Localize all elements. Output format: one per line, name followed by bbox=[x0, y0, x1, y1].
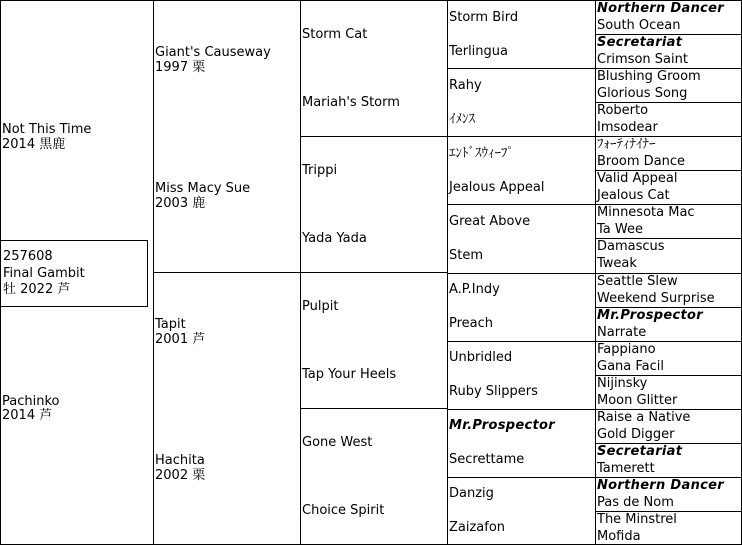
grandsire-1-name: Giant's Causeway bbox=[155, 45, 271, 60]
gen5-cell-seattle-slew[interactable] bbox=[595, 273, 742, 290]
gen4-name: Jealous Appeal bbox=[449, 179, 545, 195]
gen5-name: ﾌｫｰﾃｨﾅｲﾅｰ bbox=[597, 137, 656, 153]
subject-name: Final Gambit bbox=[3, 266, 85, 281]
gen5-cell-valid-appeal[interactable] bbox=[595, 170, 742, 187]
gen4-divider bbox=[447, 341, 595, 342]
gen4-cell-ruby-slippers[interactable] bbox=[447, 375, 595, 409]
gen3-name: Tap Your Heels bbox=[302, 367, 397, 383]
gen5-divider bbox=[595, 68, 742, 69]
grandparent-divider bbox=[153, 272, 301, 273]
gen5-cell-pas-de-nom[interactable] bbox=[595, 494, 742, 511]
gen5-cell-raise-a-native[interactable] bbox=[595, 409, 742, 426]
gen4-name: ｲﾒﾝｽ bbox=[449, 111, 475, 127]
gen4-cell-danzig[interactable] bbox=[447, 477, 595, 511]
sire-cell[interactable] bbox=[0, 0, 153, 240]
gen4-name: Danzig bbox=[449, 486, 494, 502]
gen4-name: Secrettame bbox=[449, 452, 525, 468]
gen5-cell-glorious-song[interactable] bbox=[595, 85, 742, 102]
gen5-cell-secretariat[interactable] bbox=[595, 34, 742, 51]
gen5-cell-nijinsky[interactable] bbox=[595, 375, 742, 392]
sire-details: 2014 黒鹿 bbox=[2, 137, 66, 152]
gen5-cell-crimson-saint[interactable] bbox=[595, 51, 742, 68]
outer-left bbox=[0, 0, 1, 545]
gen5-divider bbox=[595, 341, 742, 342]
gen5-divider bbox=[595, 375, 742, 376]
gen4-cell-unbridled[interactable] bbox=[447, 341, 595, 375]
gen5-cell-weekend-surprise[interactable] bbox=[595, 290, 742, 307]
dam-details: 2014 芦 bbox=[2, 408, 53, 423]
gen5-name: Nijinsky bbox=[597, 375, 648, 391]
gen5-cell-gana-facil[interactable] bbox=[595, 358, 742, 375]
gen5-name: Moon Glitter bbox=[597, 392, 678, 408]
gen5-name: Northern Dancer bbox=[597, 1, 724, 17]
gen5-cell-moon-glitter[interactable] bbox=[595, 392, 742, 409]
gen5-divider bbox=[595, 443, 742, 444]
gen5-divider bbox=[595, 273, 742, 274]
gen5-cell-tamerett[interactable] bbox=[595, 460, 742, 477]
gen5-divider bbox=[595, 34, 742, 35]
gen5-cell-south-ocean[interactable] bbox=[595, 17, 742, 34]
gen3-name: Choice Spirit bbox=[302, 503, 385, 519]
gen5-divider bbox=[595, 102, 742, 103]
gen5-name: Northern Dancer bbox=[597, 477, 724, 493]
gen4-name: ｴﾝﾄﾞｽｳｨｰﾌﾟ bbox=[449, 145, 514, 161]
grandsire-4[interactable] bbox=[153, 408, 300, 545]
gen5-name: South Ocean bbox=[597, 18, 681, 34]
gen5-name: Mofida bbox=[597, 528, 641, 544]
gen5-name: Secretariat bbox=[597, 35, 683, 51]
gen5-divider bbox=[595, 409, 742, 410]
gen3-name: Mariah's Storm bbox=[302, 94, 400, 110]
gen5-cell-mr-prospector[interactable] bbox=[595, 307, 742, 324]
gen3-cell-choice-spirit[interactable] bbox=[300, 477, 447, 545]
gen4-divider bbox=[447, 68, 595, 69]
gen5-divider bbox=[595, 170, 742, 171]
gen4-divider bbox=[447, 204, 595, 205]
gen5-divider bbox=[595, 136, 742, 137]
subject-id: 257608 bbox=[3, 249, 53, 264]
gen4-cell-mr-prospector[interactable] bbox=[447, 409, 595, 443]
gen3-cell-trippi[interactable] bbox=[300, 136, 447, 204]
gen4-divider bbox=[447, 273, 595, 274]
gen5-cell-northern-dancer[interactable] bbox=[595, 0, 742, 17]
gen5-name: Narrate bbox=[597, 324, 647, 340]
gen5-divider bbox=[595, 307, 742, 308]
gen5-cell-damascus[interactable] bbox=[595, 238, 742, 255]
gen5-cell-secretariat[interactable] bbox=[595, 443, 742, 460]
gen5-cell-tweak[interactable] bbox=[595, 255, 742, 272]
gen5-cell-the-minstrel[interactable] bbox=[595, 511, 742, 528]
gen3-cell-pulpit[interactable] bbox=[300, 273, 447, 341]
gen4-cell-stem[interactable] bbox=[447, 238, 595, 272]
gen5-divider bbox=[595, 238, 742, 239]
gen4-cell-storm-bird[interactable] bbox=[447, 0, 595, 34]
gen5-name: Gold Digger bbox=[597, 426, 675, 442]
gen3-name: Trippi bbox=[302, 162, 338, 178]
gen4-cell-horse[interactable] bbox=[447, 136, 595, 170]
gen5-divider bbox=[595, 204, 742, 205]
gen3-divider bbox=[300, 408, 447, 409]
gen5-name: Pas de Nom bbox=[597, 494, 674, 510]
gen4-name: Storm Bird bbox=[449, 9, 519, 25]
grandsire-3-details: 2001 芦 bbox=[155, 332, 206, 347]
gen5-name: Minnesota Mac bbox=[597, 205, 695, 221]
gen4-name: Great Above bbox=[449, 213, 531, 229]
gen5-cell-imsodear[interactable] bbox=[595, 119, 742, 136]
gen4-cell-rahy[interactable] bbox=[447, 68, 595, 102]
gen5-cell-blushing-groom[interactable] bbox=[595, 68, 742, 85]
gen5-name: Tweak bbox=[597, 256, 637, 272]
gen5-divider bbox=[595, 477, 742, 478]
gen5-cell-ta-wee[interactable] bbox=[595, 221, 742, 238]
gen4-name: A.P.Indy bbox=[449, 282, 500, 298]
grandsire-3[interactable] bbox=[153, 272, 300, 408]
gen4-name: Mr.Prospector bbox=[449, 418, 555, 434]
gen5-cell-mofida[interactable] bbox=[595, 528, 742, 545]
gen4-name: Ruby Slippers bbox=[449, 384, 538, 400]
gen4-divider bbox=[447, 136, 595, 137]
gen5-name: Tamerett bbox=[597, 460, 655, 476]
gen4-cell-secrettame[interactable] bbox=[447, 443, 595, 477]
gen3-divider bbox=[300, 272, 447, 273]
gen5-name: Jealous Cat bbox=[597, 188, 670, 204]
gen5-cell-roberto[interactable] bbox=[595, 102, 742, 119]
gen5-name: Roberto bbox=[597, 103, 649, 119]
grandsire-4-name: Hachita bbox=[155, 453, 205, 468]
gen5-name: Valid Appeal bbox=[597, 171, 678, 187]
gen4-name: Terlingua bbox=[449, 43, 508, 59]
gen5-name: Gana Facil bbox=[597, 358, 664, 374]
gen3-name: Gone West bbox=[302, 435, 373, 451]
gen5-name: The Minstrel bbox=[597, 511, 677, 527]
gen5-name: Damascus bbox=[597, 239, 665, 255]
gen5-cell-minnesota-mac[interactable] bbox=[595, 204, 742, 221]
gen5-name: Mr.Prospector bbox=[597, 307, 703, 323]
sire-name: Not This Time bbox=[2, 122, 92, 137]
gen5-cell-gold-digger[interactable] bbox=[595, 426, 742, 443]
gen4-cell-terlingua[interactable] bbox=[447, 34, 595, 68]
gen4-cell-great-above[interactable] bbox=[447, 204, 595, 238]
subject-details: 牡 2022 芦 bbox=[3, 282, 71, 297]
gen5-name: Secretariat bbox=[597, 443, 683, 459]
grandsire-1-details: 1997 栗 bbox=[155, 60, 206, 75]
gen5-name: Fappiano bbox=[597, 341, 656, 357]
gen3-cell-storm-cat[interactable] bbox=[300, 0, 447, 68]
grandsire-2-name: Miss Macy Sue bbox=[155, 181, 251, 196]
gen4-divider bbox=[447, 477, 595, 478]
grandsire-1[interactable] bbox=[153, 0, 300, 136]
gen4-cell-zaizafon[interactable] bbox=[447, 511, 595, 545]
gen5-name: Broom Dance bbox=[597, 154, 686, 170]
gen3-name: Storm Cat bbox=[302, 26, 368, 42]
outer-top bbox=[0, 0, 742, 1]
gen3-name: Yada Yada bbox=[302, 230, 367, 246]
grandsire-2[interactable] bbox=[153, 136, 300, 272]
gen4-name: Stem bbox=[449, 247, 484, 263]
gen3-cell-tap-your-heels[interactable] bbox=[300, 341, 447, 409]
gen5-name: Ta Wee bbox=[597, 222, 643, 238]
gen5-name: Blushing Groom bbox=[597, 69, 701, 85]
gen5-cell-horse[interactable] bbox=[595, 136, 742, 153]
gen5-name: Imsodear bbox=[597, 120, 658, 136]
grandsire-3-name: Tapit bbox=[155, 317, 186, 332]
gen5-cell-fappiano[interactable] bbox=[595, 341, 742, 358]
subject-box bbox=[0, 240, 148, 307]
gen4-divider bbox=[447, 409, 595, 410]
grandsire-4-details: 2002 栗 bbox=[155, 468, 206, 483]
gen4-name: Zaizafon bbox=[449, 520, 506, 536]
gen3-cell-gone-west[interactable] bbox=[300, 409, 447, 477]
gen4-name: Rahy bbox=[449, 77, 482, 93]
gen3-cell-yada-yada[interactable] bbox=[300, 204, 447, 272]
gen4-cell-preach[interactable] bbox=[447, 307, 595, 341]
dam-name: Pachinko bbox=[2, 394, 60, 409]
gen3-cell-mariah-s-storm[interactable] bbox=[300, 68, 447, 136]
gen5-name: Glorious Song bbox=[597, 86, 688, 102]
dam-cell[interactable] bbox=[0, 307, 153, 545]
grandsire-2-details: 2003 鹿 bbox=[155, 196, 206, 211]
gen5-name: Raise a Native bbox=[597, 409, 691, 425]
gen5-name: Crimson Saint bbox=[597, 52, 688, 68]
gen5-cell-northern-dancer[interactable] bbox=[595, 477, 742, 494]
gen4-name: Unbridled bbox=[449, 350, 513, 366]
gen4-name: Preach bbox=[449, 316, 494, 332]
gen3-name: Pulpit bbox=[302, 299, 339, 315]
gen4-cell-horse[interactable] bbox=[447, 102, 595, 136]
gen5-divider bbox=[595, 511, 742, 512]
gen5-name: Weekend Surprise bbox=[597, 290, 715, 306]
gen4-cell-a-p-indy[interactable] bbox=[447, 273, 595, 307]
gen5-cell-narrate[interactable] bbox=[595, 324, 742, 341]
gen4-cell-jealous-appeal[interactable] bbox=[447, 170, 595, 204]
gen5-cell-broom-dance[interactable] bbox=[595, 153, 742, 170]
gen5-name: Seattle Slew bbox=[597, 273, 678, 289]
gen3-divider bbox=[300, 136, 447, 137]
gen5-cell-jealous-cat[interactable] bbox=[595, 187, 742, 204]
